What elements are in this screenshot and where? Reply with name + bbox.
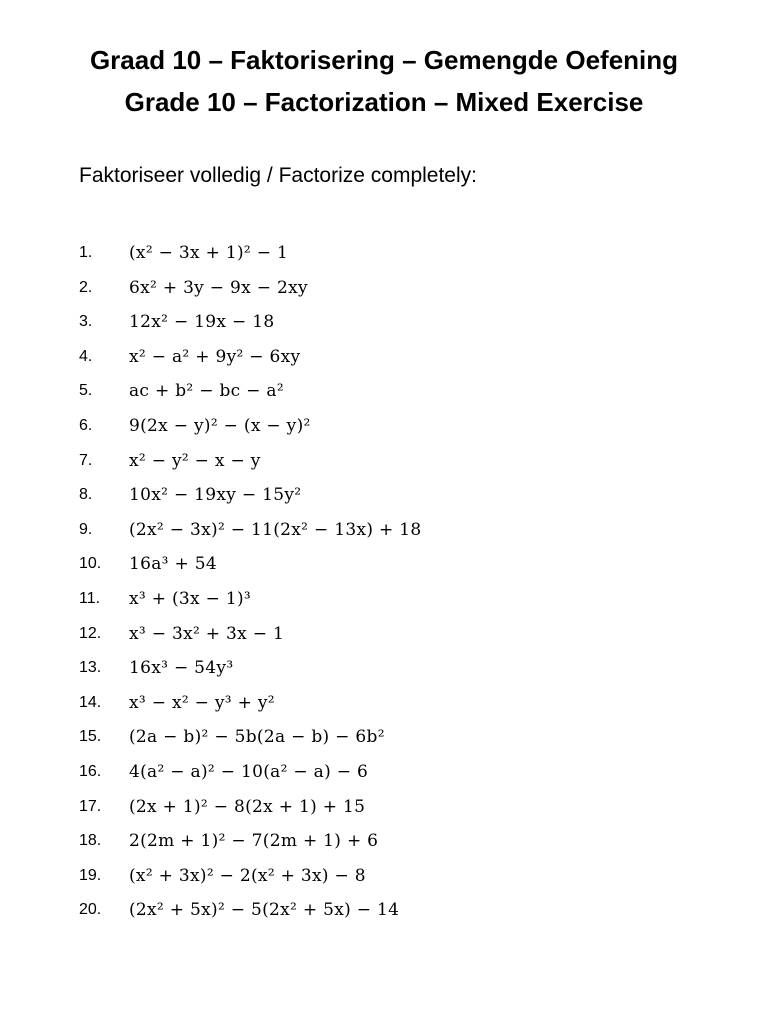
problem-number: 15. (79, 728, 102, 746)
problem-expression: 2(2m + 1)² − 7(2m + 1) + 6 (129, 831, 379, 852)
problem-number: 8. (79, 486, 93, 504)
problem-expression: x³ − 3x² + 3x − 1 (129, 623, 285, 644)
problem-expression: x³ − x² − y³ + y² (129, 692, 275, 713)
problem-item (79, 446, 421, 481)
problem-number: 17. (79, 797, 102, 815)
problem-item (79, 688, 421, 723)
problem-item (79, 273, 421, 308)
problem-number: 6. (79, 416, 93, 434)
problem-item (79, 792, 421, 827)
problem-item (79, 480, 421, 515)
problem-number: 13. (79, 659, 102, 677)
problem-number: 18. (79, 832, 102, 850)
problem-item (79, 584, 421, 619)
problem-expression: (x² − 3x + 1)² − 1 (129, 243, 289, 263)
problem-expression: 6x² + 3y − 9x − 2xy (129, 277, 308, 298)
problem-item (79, 376, 421, 411)
page-title-english: Grade 10 – Factorization – Mixed Exercise (124, 87, 644, 117)
problem-item (79, 757, 421, 792)
instruction-text: Faktoriseer volledig / Factorize completely: (79, 164, 477, 187)
problem-expression: (2x + 1)² − 8(2x + 1) + 15 (129, 796, 366, 817)
problem-number: 7. (79, 451, 93, 469)
problem-item (79, 515, 421, 550)
problem-expression: x³ + (3x − 1)³ (129, 588, 252, 609)
problem-number: 1. (79, 244, 93, 261)
problem-expression: ac + b² − bc − a² (129, 381, 284, 402)
problem-item (79, 861, 421, 896)
problem-number: 19. (79, 866, 102, 884)
problem-expression: (x² + 3x)² − 2(x² + 3x) − 8 (129, 865, 366, 886)
problem-expression: (2a − b)² − 5b(2a − b) − 6b² (129, 727, 385, 748)
problem-list (79, 238, 421, 930)
problem-number: 14. (79, 693, 102, 711)
problem-item (79, 653, 421, 688)
problem-item (79, 549, 421, 584)
problem-number: 3. (79, 313, 93, 331)
problem-item (79, 895, 421, 930)
page-title-afrikaans: Graad 10 – Faktorisering – Gemengde Oefening (89, 45, 679, 75)
problem-expression: (2x² + 5x)² − 5(2x² + 5x) − 14 (129, 900, 400, 921)
problem-number: 20. (79, 901, 102, 919)
problem-item (79, 238, 421, 273)
problem-expression: 16x³ − 54y³ (129, 658, 234, 679)
problem-number: 16. (79, 762, 102, 780)
problem-expression: 12x² − 19x − 18 (129, 312, 275, 333)
problem-number: 9. (79, 520, 93, 538)
problem-number: 5. (79, 382, 93, 400)
problem-expression: x² − a² + 9y² − 6xy (129, 346, 301, 367)
problem-number: 10. (79, 555, 102, 573)
problem-item (79, 411, 421, 446)
problem-item (79, 619, 421, 654)
problem-expression: 4(a² − a)² − 10(a² − a) − 6 (129, 761, 369, 782)
problem-item (79, 307, 421, 342)
problem-expression: x² − y² − x − y (129, 450, 261, 471)
problem-expression: 10x² − 19xy − 15y² (129, 485, 302, 506)
problem-number: 12. (79, 624, 102, 642)
problem-item (79, 826, 421, 861)
problem-expression: 9(2x − y)² − (x − y)² (129, 415, 311, 436)
problem-item (79, 722, 421, 757)
problem-number: 4. (79, 347, 93, 365)
problem-item (79, 342, 421, 377)
problem-expression: (2x² − 3x)² − 11(2x² − 13x) + 18 (129, 519, 422, 540)
problem-number: 11. (79, 589, 101, 607)
problem-expression: 16a³ + 54 (129, 554, 217, 575)
problem-number: 2. (79, 278, 93, 296)
